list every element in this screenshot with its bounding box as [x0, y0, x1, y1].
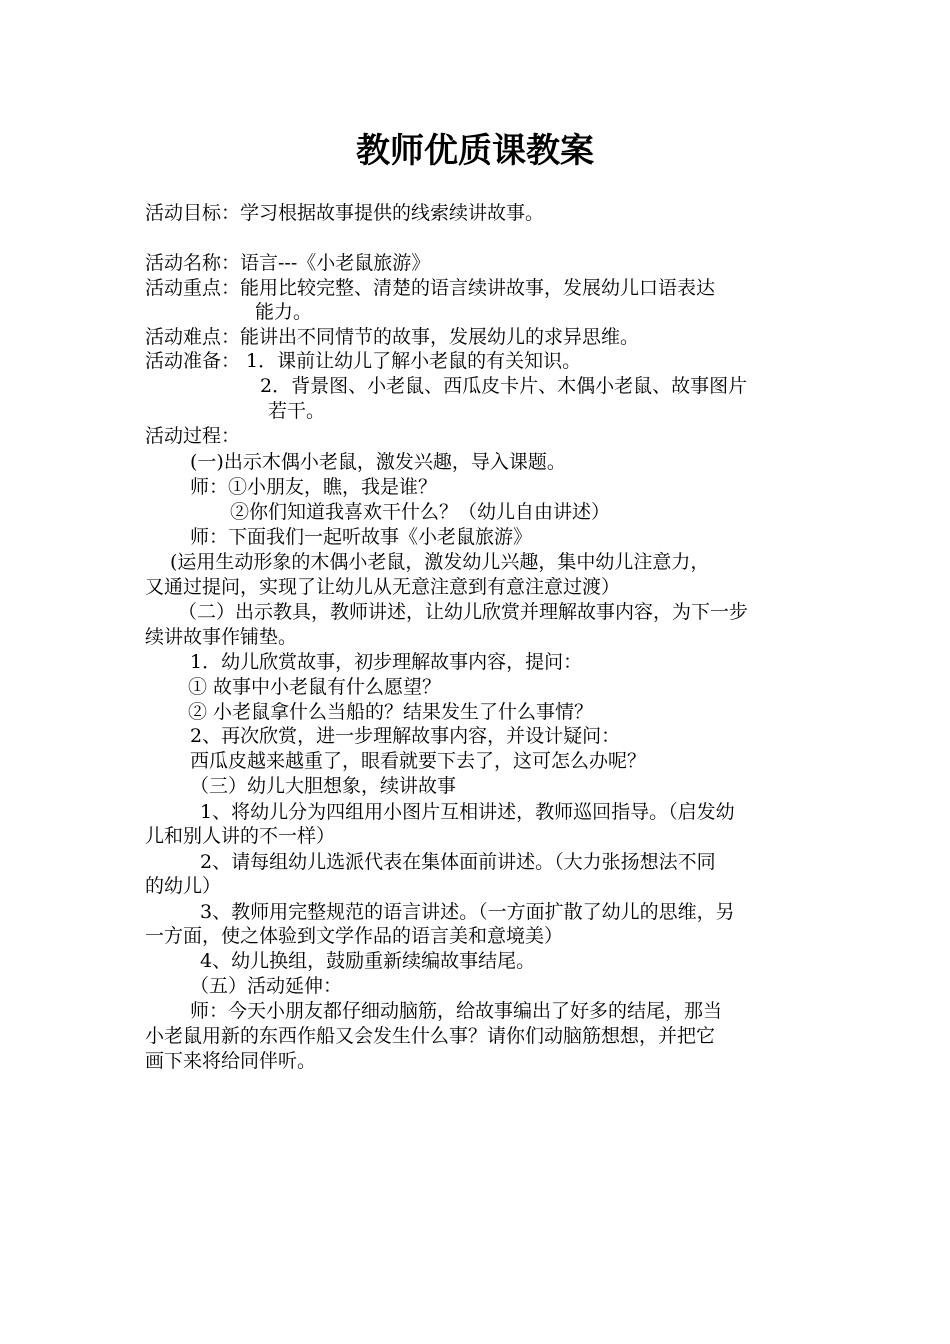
section-5-line-1: 师：今天小朋友都仔细动脑筋，给故事编出了好多的结尾，那当 — [190, 1000, 723, 1022]
activity-prep-line-2: 2．背景图、小老鼠、西瓜皮卡片、木偶小老鼠、故事图片 — [260, 375, 748, 397]
section-5-line-2: 小老鼠用新的东西作船又会发生什么事？请你们动脑筋想想，并把它 — [145, 1025, 716, 1047]
section-2-question-2: ② 小老鼠拿什么当船的？结果发生了什么事情？ — [188, 701, 594, 723]
section-3-item-3-line-2: 一方面，使之体验到文学作品的语言美和意境美） — [145, 925, 564, 947]
activity-prep-line-1: 活动准备： 1．课前让幼儿了解小老鼠的有关知识。 — [145, 350, 582, 372]
section-5-heading: （五）活动延伸： — [190, 975, 343, 997]
section-1-question-2: ②你们知道我喜欢干什么？（幼儿自由讲述） — [230, 501, 611, 523]
section-5-line-3: 画下来将给同伴听。 — [145, 1050, 317, 1072]
section-1-story-line: 师：下面我们一起听故事《小老鼠旅游》 — [190, 526, 533, 548]
section-3-item-2-line-2: 的幼儿） — [145, 875, 222, 897]
section-2-item-1: 1．幼儿欣赏故事，初步理解故事内容，提问： — [190, 651, 583, 673]
activity-focus-line-cont: 能力。 — [255, 301, 313, 323]
section-2-question-1: ① 故事中小老鼠有什么愿望？ — [188, 676, 442, 698]
document-title: 教师优质课教案 — [356, 131, 594, 171]
section-3-item-1-line-2: 儿和别人讲的不一样） — [145, 825, 336, 847]
activity-goal-line: 活动目标：学习根据故事提供的线索续讲故事。 — [145, 202, 545, 224]
section-2-item-2: 2、再次欣赏，进一步理解故事内容，并设计疑问： — [190, 725, 621, 747]
section-1-note-line-2: 又通过提问，实现了让幼儿从无意注意到有意注意过渡） — [145, 576, 621, 598]
section-2-doubt-line: 西瓜皮越来越重了，眼看就要下去了，这可怎么办呢？ — [190, 750, 647, 772]
section-3-item-1-line-1: 1、将幼儿分为四组用小图片互相讲述，教师巡回指导。（启发幼 — [200, 801, 735, 823]
section-2-heading-line-2: 续讲故事作铺垫。 — [145, 626, 298, 648]
section-3-item-4: 4、幼儿换组，鼓励重新续编故事结尾。 — [200, 950, 536, 972]
activity-focus-line: 活动重点：能用比较完整、清楚的语言续讲故事，发展幼儿口语表达 — [145, 277, 716, 299]
activity-process-heading: 活动过程： — [145, 425, 241, 447]
activity-prep-line-3: 若干。 — [268, 400, 326, 422]
activity-name-line: 活动名称：语言---《小老鼠旅游》 — [145, 252, 431, 274]
section-3-item-2-line-1: 2、请每组幼儿选派代表在集体面前讲述。（大力张扬想法不同 — [200, 851, 716, 873]
activity-difficulty-line: 活动难点：能讲出不同情节的故事，发展幼儿的求异思维。 — [145, 326, 640, 348]
section-2-heading-line-1: （二）出示教具，教师讲述，让幼儿欣赏并理解故事内容，为下一步 — [178, 601, 749, 623]
section-1-heading: (一)出示木偶小老鼠，激发兴趣，导入课题。 — [190, 451, 566, 473]
section-3-item-3-line-1: 3、教师用完整规范的语言讲述。（一方面扩散了幼儿的思维，另 — [200, 901, 735, 923]
section-1-note-line-1: (运用生动形象的木偶小老鼠，激发幼儿兴趣，集中幼儿注意力， — [170, 551, 710, 573]
section-3-heading: （三）幼儿大胆想象，续讲故事 — [190, 775, 457, 797]
section-1-question-1: 师：①小朋友，瞧，我是谁？ — [190, 476, 438, 498]
